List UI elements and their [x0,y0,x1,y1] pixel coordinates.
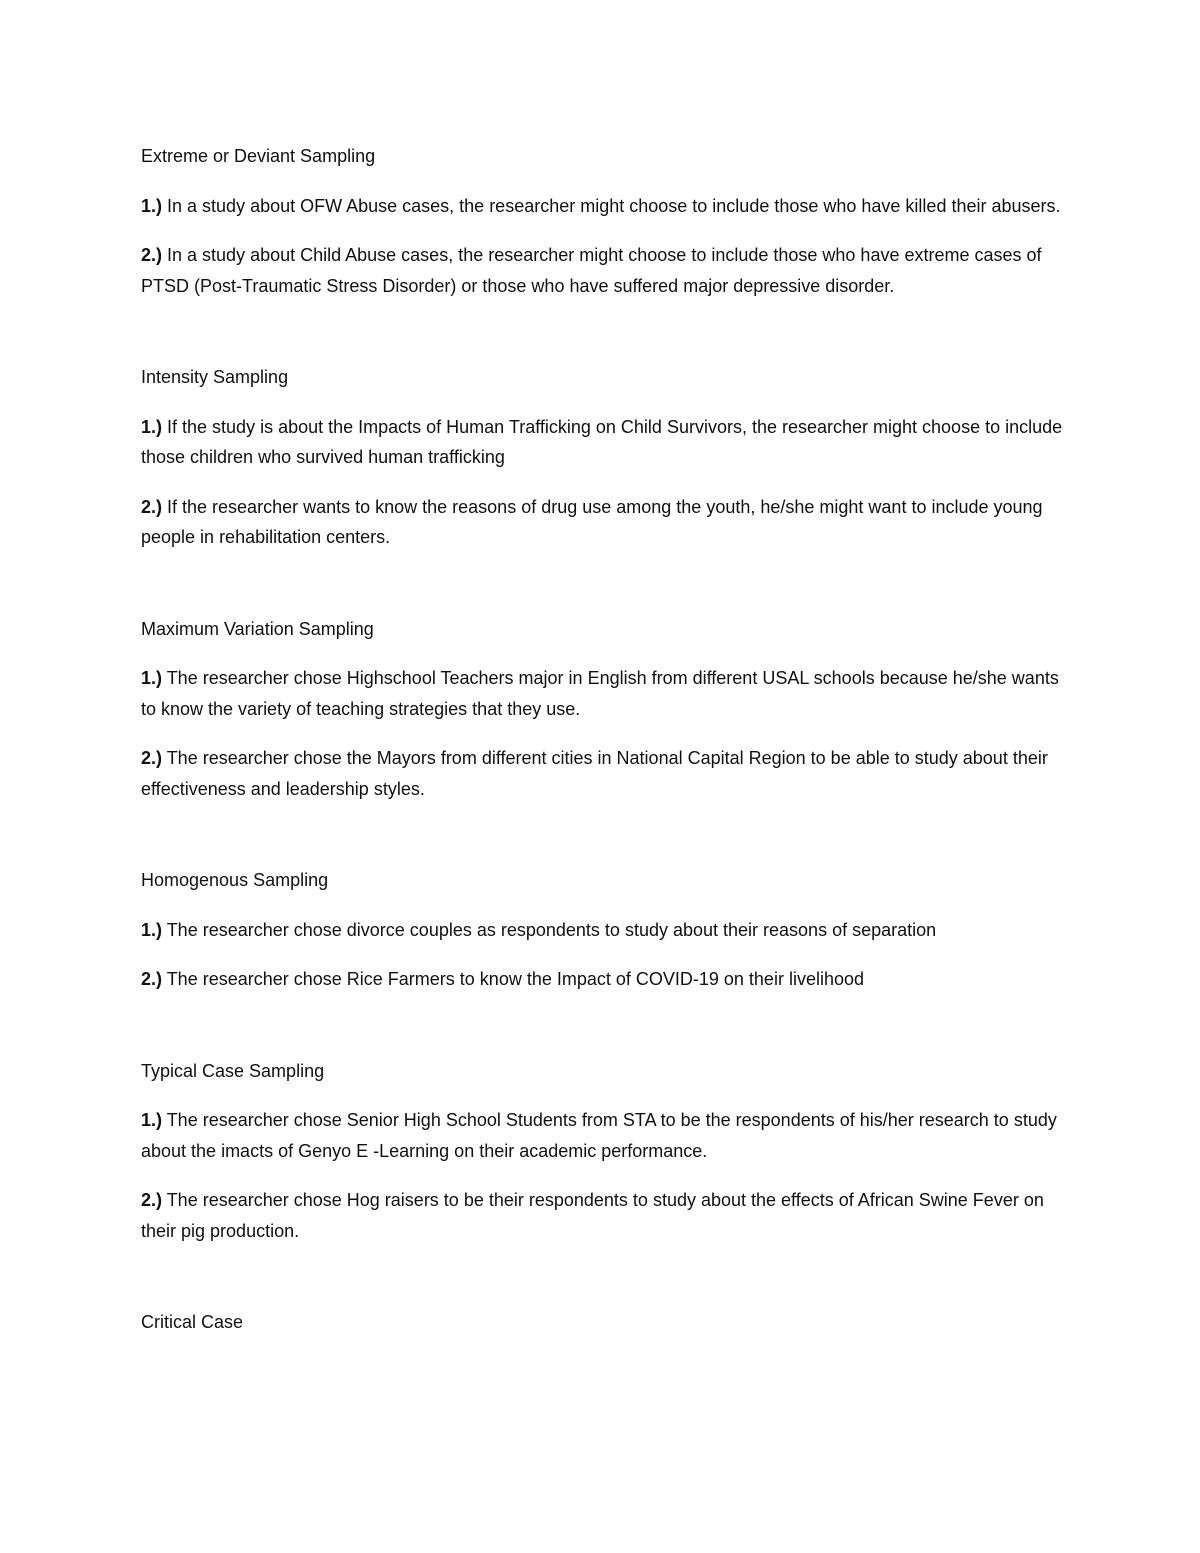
list-item [141,412,1066,473]
item-number: 2.) [141,748,163,768]
section-homogenous-sampling [141,865,1066,995]
list-item [141,915,1066,946]
item-text: The researcher chose Senior High School Students from STA to be the respondents of his/her research to study about the imacts of Genyo E -Learning on their academic performance. [141,1110,1057,1161]
section-extreme-deviant-sampling [141,141,1066,301]
section-critical-case [141,1307,1066,1338]
item-text: If the researcher wants to know the reasons of drug use among the youth, he/she might want to include young people in rehabilitation centers. [141,496,1043,547]
item-number: 1.) [141,919,163,940]
item-number: 1.) [141,1110,163,1130]
section-typical-case-sampling [141,1056,1066,1247]
section-title: Extreme or Deviant Sampling [141,146,376,166]
item-number: 2.) [141,245,163,265]
section-intensity-sampling [141,362,1066,553]
item-text: The researcher chose Hog raisers to be their respondents to study about the effects of African Swine Fever on their pig production. [141,1190,1044,1241]
item-number: 1.) [141,416,163,437]
item-number: 2.) [141,969,163,989]
item-text: In a study about OFW Abuse cases, the researcher might choose to include those who have killed their abusers. [162,195,1061,216]
section-title: Critical Case [141,1312,244,1332]
list-item [141,191,1066,222]
item-text: In a study about Child Abuse cases, the researcher might choose to include those who have extreme cases of PTSD (Post-Traumatic Stress Disorder) or those who have suffered major depressive disorder. [141,245,1042,296]
list-item [141,492,1066,553]
list-item [141,1105,1066,1166]
section-title: Typical Case Sampling [141,1060,325,1081]
item-number: 1.) [141,668,163,688]
document-body [141,141,1066,1399]
item-text: The researcher chose Rice Farmers to know the Impact of COVID-19 on their livelihood [162,969,864,989]
list-item [141,1185,1066,1246]
list-item [141,743,1066,804]
section-title: Homogenous Sampling [141,870,329,890]
item-text: The researcher chose Highschool Teachers major in English from different USAL schools because he/she wants to know the variety of teaching strategies that they use. [141,668,1059,719]
item-number: 2.) [141,1190,163,1210]
section-maximum-variation-sampling [141,614,1066,805]
list-item [141,240,1066,301]
item-text: The researcher chose divorce couples as respondents to study about their reasons of separation [162,919,937,940]
item-text: The researcher chose the Mayors from different cities in National Capital Region to be able to study about their effectiveness and leadership styles. [141,748,1048,799]
item-number: 1.) [141,195,163,216]
list-item [141,964,1066,995]
section-title: Maximum Variation Sampling [141,618,374,639]
list-item [141,663,1066,724]
item-text: If the study is about the Impacts of Human Trafficking on Child Survivors, the researcher might choose to include those children who survived human trafficking [141,416,1063,467]
section-title: Intensity Sampling [141,367,289,387]
item-number: 2.) [141,496,163,517]
